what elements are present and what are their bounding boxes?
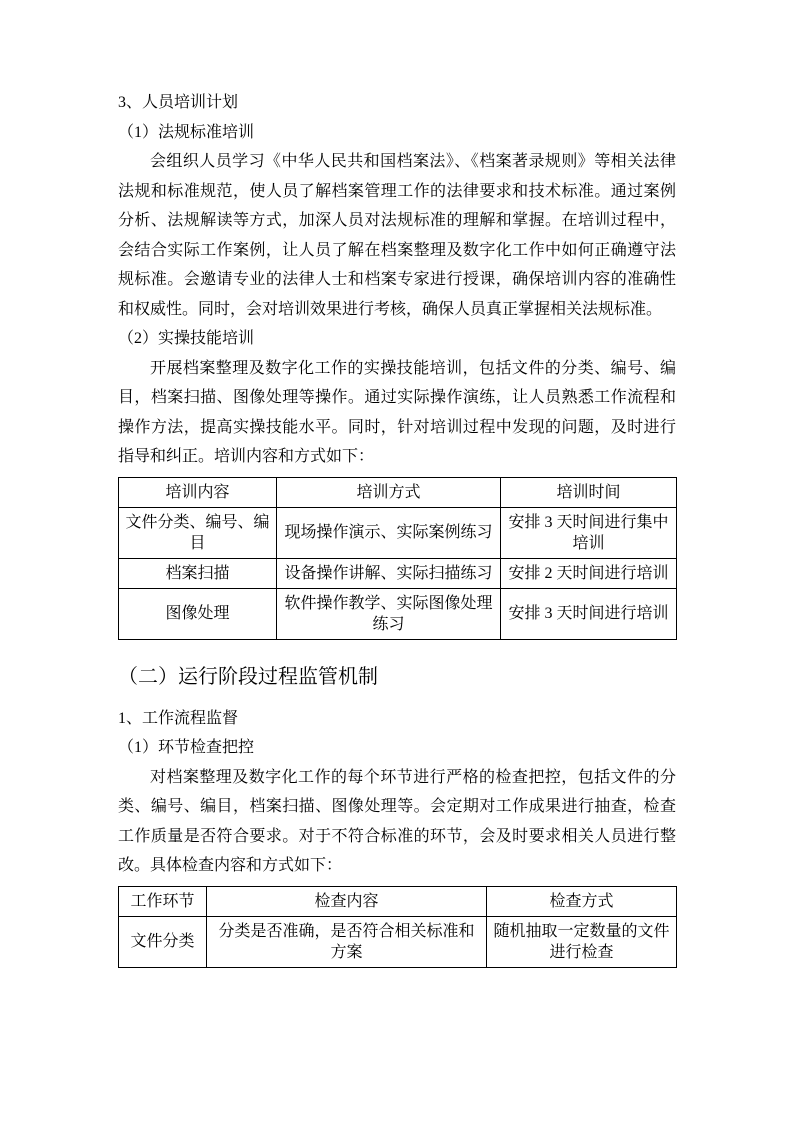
table-header-cell: 培训内容: [119, 477, 277, 507]
table-cell: 档案扫描: [119, 558, 277, 588]
table-header-cell: 检查内容: [207, 886, 487, 916]
table-cell: 安排 3 天时间进行培训: [501, 588, 677, 639]
table-row: [119, 588, 677, 639]
table-cell: 文件分类、编号、编目: [119, 507, 277, 558]
check-table-header-row: [119, 886, 677, 916]
table-row: [119, 558, 677, 588]
table-cell: 图像处理: [119, 588, 277, 639]
table-cell: 现场操作演示、实际案例练习: [277, 507, 501, 558]
check-table: [118, 886, 677, 968]
paragraph-practice-training: 开展档案整理及数字化工作的实操技能培训，包括文件的分类、编号、编目，档案扫描、图像处理等操作。通过实际操作演练，让人员熟悉工作流程和操作方法，提高实操技能水平。同时，针对培训过程中发现的问题，及时进行指导和纠正。培训内容和方式如下：: [118, 359, 676, 465]
paragraph-check-control: 对档案整理及数字化工作的每个环节进行严格的检查把控，包括文件的分类、编号、编目，档案扫描、图像处理等。会定期对工作成果进行抽查，检查工作质量是否符合要求。对于不符合标准的环节，会及时要求相关人员进行整改。具体检查内容和方式如下：: [118, 768, 676, 874]
table-cell: 文件分类: [119, 916, 207, 967]
heading-law-training: （1）法规标准培训: [118, 123, 255, 141]
heading-training-plan: 3、人员培训计划: [118, 94, 239, 111]
heading-check-control: （1）环节检查把控: [118, 739, 255, 756]
training-table-header-row: [119, 477, 677, 507]
heading-practice-training: （2）实操技能培训: [118, 330, 255, 347]
table-row: [119, 916, 677, 967]
table-cell: 安排 3 天时间进行集中培训: [501, 507, 677, 558]
table-cell: 设备操作讲解、实际扫描练习: [277, 558, 501, 588]
training-table: [118, 477, 677, 640]
table-header-cell: 工作环节: [119, 886, 207, 916]
paragraph-law-training: 会组织人员学习《中华人民共和国档案法》、《档案著录规则》等相关法律法规和标准规范，使人员了解档案管理工作的法律要求和技术标准。通过案例分析、法规解读等方式，加深人员对法规标准的理解和掌握。在培训过程中，会结合实际工作案例，让人员了解在档案整理及数字化工作中如何正确遵守法规标准。会邀请专业的法律人士和档案专家进行授课，确保培训内容的准确性和权威性。同时，会对培训效果进行考核，确保人员真正掌握相关法规标准。: [118, 153, 676, 318]
table-cell: 分类是否准确，是否符合相关标准和方案: [207, 916, 487, 967]
table-header-cell: 培训方式: [277, 477, 501, 507]
heading-supervision: （二）运行阶段过程监管机制: [118, 665, 378, 688]
table-cell: 软件操作教学、实际图像处理练习: [277, 588, 501, 639]
table-cell: 随机抽取一定数量的文件进行检查: [487, 916, 677, 967]
table-header-cell: 检查方式: [487, 886, 677, 916]
table-header-cell: 培训时间: [501, 477, 677, 507]
table-cell: 安排 2 天时间进行培训: [501, 558, 677, 588]
table-row: [119, 507, 677, 558]
heading-workflow: 1、工作流程监督: [118, 709, 239, 727]
